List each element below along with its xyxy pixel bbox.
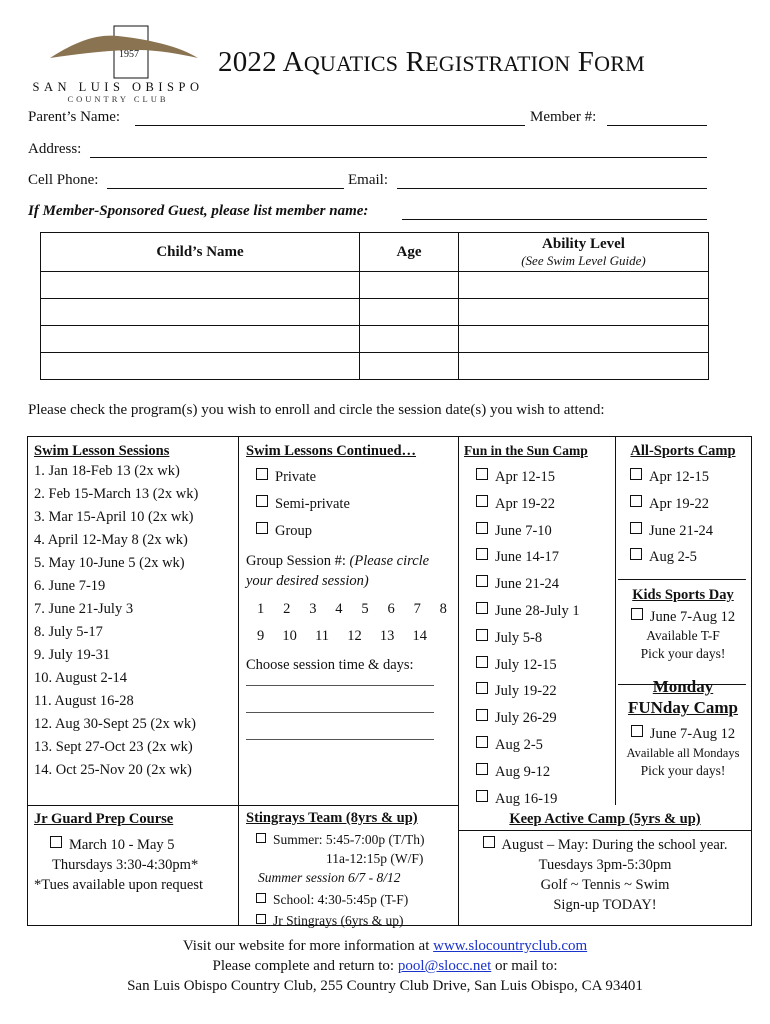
jr-stingrays-option[interactable]: Jr Stingrays (6yrs & up) — [246, 911, 456, 930]
club-logo — [20, 20, 220, 105]
swim-session-item[interactable]: 13. Sept 27-Oct 23 (2x wk) — [34, 739, 193, 755]
jr-guard-header: Jr Guard Prep Course — [34, 811, 174, 827]
cell-phone-field[interactable] — [107, 188, 344, 189]
stingrays-header: Stingrays Team (8yrs & up) — [246, 810, 418, 826]
all-sports-date[interactable]: June 21-24 — [630, 518, 748, 545]
age-cell[interactable] — [360, 272, 459, 299]
session-number[interactable]: 12 — [347, 628, 362, 644]
ability-level-header: Ability Level (See Swim Level Guide) — [459, 233, 709, 272]
swim-session-item[interactable]: 6. June 7-19 — [34, 578, 106, 594]
child-name-cell[interactable] — [41, 272, 360, 299]
fun-in-sun-date[interactable]: June 7-10 — [476, 518, 614, 545]
session-number[interactable]: 7 — [413, 601, 421, 617]
kids-sports-availability: Available T-F — [646, 628, 720, 644]
session-number[interactable]: 13 — [379, 628, 395, 644]
instructions-text: Please check the program(s) you wish to enroll and circle the session date(s) you wish to attend: — [28, 402, 605, 418]
fun-in-sun-date[interactable]: July 12-15 — [476, 652, 614, 679]
footer-address-line: San Luis Obispo Country Club, 255 Country Club Drive, San Luis Obispo, CA 93401 — [127, 978, 643, 994]
session-time-line[interactable] — [246, 685, 434, 686]
child-name-cell[interactable] — [41, 353, 360, 380]
session-number[interactable]: 3 — [309, 601, 317, 617]
monday-note: Pick your days! — [640, 763, 726, 779]
parent-name-field[interactable] — [135, 125, 525, 126]
session-number[interactable]: 6 — [387, 601, 395, 617]
swim-session-item[interactable]: 14. Oct 25-Nov 20 (2x wk) — [34, 762, 192, 778]
checkbox-icon[interactable] — [630, 522, 642, 534]
checkbox-icon[interactable] — [476, 656, 488, 668]
session-numbers-row — [246, 624, 427, 648]
checkbox-icon[interactable] — [476, 790, 488, 802]
choose-session-label: Choose session time & days: — [246, 657, 414, 673]
checkbox-icon[interactable] — [476, 709, 488, 721]
swim-session-item[interactable]: 2. Feb 15-March 13 (2x wk) — [34, 486, 199, 502]
divider — [615, 437, 616, 805]
all-sports-header: All-Sports Camp — [630, 443, 736, 459]
swim-session-item[interactable]: 7. June 21-July 3 — [34, 601, 134, 617]
logo-subtitle: COUNTRY CLUB — [67, 94, 169, 104]
jr-guard-option[interactable]: March 10 - May 5 — [34, 835, 234, 855]
swim-session-item[interactable]: 1. Jan 18-Feb 13 (2x wk) — [34, 463, 180, 479]
jr-guard-time: Thursdays 3:30-4:30pm* — [52, 857, 199, 873]
member-number-field[interactable] — [607, 125, 707, 126]
fun-in-sun-dates — [464, 464, 614, 812]
checkbox-icon[interactable] — [476, 522, 488, 534]
children-table — [40, 232, 709, 380]
session-number[interactable]: 10 — [282, 628, 297, 644]
child-name-cell[interactable] — [41, 299, 360, 326]
stingrays-section — [246, 809, 456, 930]
ability-cell[interactable] — [459, 353, 709, 380]
age-cell[interactable] — [360, 299, 459, 326]
website-link[interactable]: www.slocountryclub.com — [433, 938, 588, 954]
email-field[interactable] — [397, 188, 707, 189]
guest-member-label: If Member-Sponsored Guest, please list member name: — [28, 203, 369, 219]
checkbox-icon[interactable] — [476, 736, 488, 748]
session-number[interactable]: 5 — [361, 601, 369, 617]
address-label: Address: — [28, 141, 82, 157]
all-sports-date[interactable]: Aug 2-5 — [630, 544, 748, 571]
checkbox-icon[interactable] — [631, 725, 643, 737]
page-title: 2022 AQUATICS REGISTRATION FORM — [218, 46, 645, 78]
keep-active-cta: Sign-up TODAY! — [553, 897, 657, 913]
session-number[interactable]: 9 — [257, 628, 265, 644]
session-numbers-row — [246, 597, 447, 621]
swim-session-item[interactable]: 8. July 5-17 — [34, 624, 103, 640]
age-header: Age — [360, 233, 459, 272]
child-name-cell[interactable] — [41, 326, 360, 353]
fun-in-sun-header: Fun in the Sun Camp — [464, 443, 588, 458]
email-link[interactable]: pool@slocc.net — [397, 958, 492, 974]
checkbox-icon[interactable] — [631, 608, 643, 620]
swim-continued-header: Swim Lessons Continued… — [246, 443, 417, 459]
session-time-line[interactable] — [246, 712, 434, 713]
session-number[interactable]: 11 — [315, 628, 330, 644]
fun-in-sun-date[interactable]: Aug 9-12 — [476, 759, 614, 786]
checkbox-icon[interactable] — [256, 914, 266, 924]
ability-cell[interactable] — [459, 272, 709, 299]
swim-sessions-list — [34, 460, 234, 782]
divider — [28, 805, 458, 806]
divider — [458, 437, 459, 925]
child-name-header: Child’s Name — [41, 233, 360, 272]
checkbox-icon[interactable] — [476, 575, 488, 587]
jr-guard-section — [34, 809, 234, 895]
member-number-label: Member #: — [530, 109, 597, 125]
checkbox-icon[interactable] — [476, 629, 488, 641]
keep-active-activities: Golf ~ Tennis ~ Swim — [540, 877, 670, 893]
stingrays-session: Summer session 6/7 - 8/12 — [258, 870, 401, 885]
checkbox-icon[interactable] — [476, 495, 488, 507]
checkbox-icon[interactable] — [630, 548, 642, 560]
fun-in-sun-date[interactable]: June 14-17 — [476, 544, 614, 571]
monday-header: Monday — [652, 677, 714, 697]
swim-options-list — [246, 464, 454, 545]
session-number[interactable]: 2 — [283, 601, 291, 617]
swim-option-item[interactable]: Private — [256, 464, 454, 491]
keep-active-header: Keep Active Camp (5yrs & up) — [509, 811, 701, 827]
checkbox-icon[interactable] — [256, 495, 268, 507]
swim-session-item[interactable]: 11. August 16-28 — [34, 693, 134, 709]
swim-session-item[interactable]: 10. August 2-14 — [34, 670, 128, 686]
swim-lessons-header: Swim Lesson Sessions — [34, 443, 170, 459]
fun-in-sun-date[interactable]: Apr 19-22 — [476, 491, 614, 518]
footer-return-line: Please complete and return to: pool@slocc.net or mail to: — [212, 958, 558, 974]
checkbox-icon[interactable] — [476, 548, 488, 560]
checkbox-icon[interactable] — [50, 836, 62, 848]
all-sports-date[interactable]: Apr 12-15 — [630, 464, 748, 491]
divider — [238, 437, 239, 925]
age-cell[interactable] — [360, 353, 459, 380]
age-cell[interactable] — [360, 326, 459, 353]
kids-sports-header: Kids Sports Day — [632, 587, 734, 604]
checkbox-icon[interactable] — [256, 833, 266, 843]
checkbox-icon[interactable] — [476, 682, 488, 694]
fun-in-sun-date[interactable]: June 28-July 1 — [476, 598, 614, 625]
swim-session-item[interactable]: 12. Aug 30-Sept 25 (2x wk) — [34, 716, 196, 732]
all-sports-dates — [618, 464, 748, 571]
program-grid — [27, 436, 752, 926]
all-sports-column — [618, 442, 748, 779]
checkbox-icon[interactable] — [476, 763, 488, 775]
swim-option-item[interactable]: Group — [256, 518, 454, 545]
session-number[interactable]: 1 — [257, 601, 265, 617]
cell-phone-label: Cell Phone: — [28, 172, 99, 188]
stingrays-school-option[interactable]: School: 4:30-5:45p (T-F) — [246, 890, 456, 909]
fun-in-sun-date[interactable]: Apr 12-15 — [476, 464, 614, 491]
monday-availability: Available all Mondays — [626, 746, 740, 761]
fun-in-sun-date[interactable]: June 21-24 — [476, 571, 614, 598]
group-session-label: Group Session #: (Please circle your desired session) — [246, 553, 430, 589]
fun-in-sun-date[interactable]: July 19-22 — [476, 678, 614, 705]
ability-cell[interactable] — [459, 299, 709, 326]
swim-session-item[interactable]: 3. Mar 15-April 10 (2x wk) — [34, 509, 194, 525]
session-time-line[interactable] — [246, 739, 434, 740]
checkbox-icon[interactable] — [476, 602, 488, 614]
fun-in-sun-column — [464, 442, 614, 812]
session-number[interactable]: 4 — [335, 601, 343, 617]
stingrays-summer-time2: 11a-12:15p (W/F) — [326, 851, 424, 866]
email-label: Email: — [348, 172, 388, 188]
kids-sports-note: Pick your days! — [640, 646, 726, 662]
checkbox-icon[interactable] — [476, 468, 488, 480]
checkbox-icon[interactable] — [256, 522, 268, 534]
session-number[interactable]: 8 — [439, 601, 447, 617]
swim-lessons-column — [34, 442, 234, 782]
checkbox-icon[interactable] — [256, 893, 266, 903]
swim-session-item[interactable]: 5. May 10-June 5 (2x wk) — [34, 555, 185, 571]
checkbox-icon[interactable] — [630, 495, 642, 507]
keep-active-section — [460, 809, 750, 915]
fun-in-sun-date[interactable]: July 26-29 — [476, 705, 614, 732]
fun-in-sun-date[interactable]: Aug 2-5 — [476, 732, 614, 759]
logo-name: SAN LUIS OBISPO — [32, 80, 204, 94]
checkbox-icon[interactable] — [256, 468, 268, 480]
parent-name-label: Parent’s Name: — [28, 109, 121, 125]
funday-camp-header: FUNday Camp — [627, 698, 739, 718]
footer-website-line: Visit our website for more information at www.slocountryclub.com — [182, 938, 588, 954]
jr-guard-note: *Tues available upon request — [34, 877, 204, 893]
swim-option-item[interactable]: Semi-private — [256, 491, 454, 518]
fun-in-sun-date[interactable]: July 5-8 — [476, 625, 614, 652]
guest-member-field[interactable] — [402, 219, 707, 220]
address-field[interactable] — [90, 157, 707, 158]
session-number[interactable]: 14 — [412, 628, 427, 644]
logo-year: 1957 — [119, 49, 139, 60]
all-sports-date[interactable]: Apr 19-22 — [630, 491, 748, 518]
kids-sports-option[interactable]: June 7-Aug 12 — [618, 607, 748, 627]
keep-active-option[interactable]: August – May: During the school year. — [460, 835, 750, 855]
swim-session-item[interactable]: 4. April 12-May 8 (2x wk) — [34, 532, 188, 548]
checkbox-icon[interactable] — [483, 836, 495, 848]
swim-continued-column — [246, 442, 454, 740]
monday-option[interactable]: June 7-Aug 12 — [618, 723, 748, 745]
swim-session-item[interactable]: 9. July 19-31 — [34, 647, 111, 663]
keep-active-time: Tuesdays 3pm-5:30pm — [538, 857, 672, 873]
ability-cell[interactable] — [459, 326, 709, 353]
fun-in-sun-date[interactable]: Aug 16-19 — [476, 786, 614, 813]
checkbox-icon[interactable] — [630, 468, 642, 480]
stingrays-summer-option[interactable]: Summer: 5:45-7:00p (T/Th) — [246, 830, 456, 849]
